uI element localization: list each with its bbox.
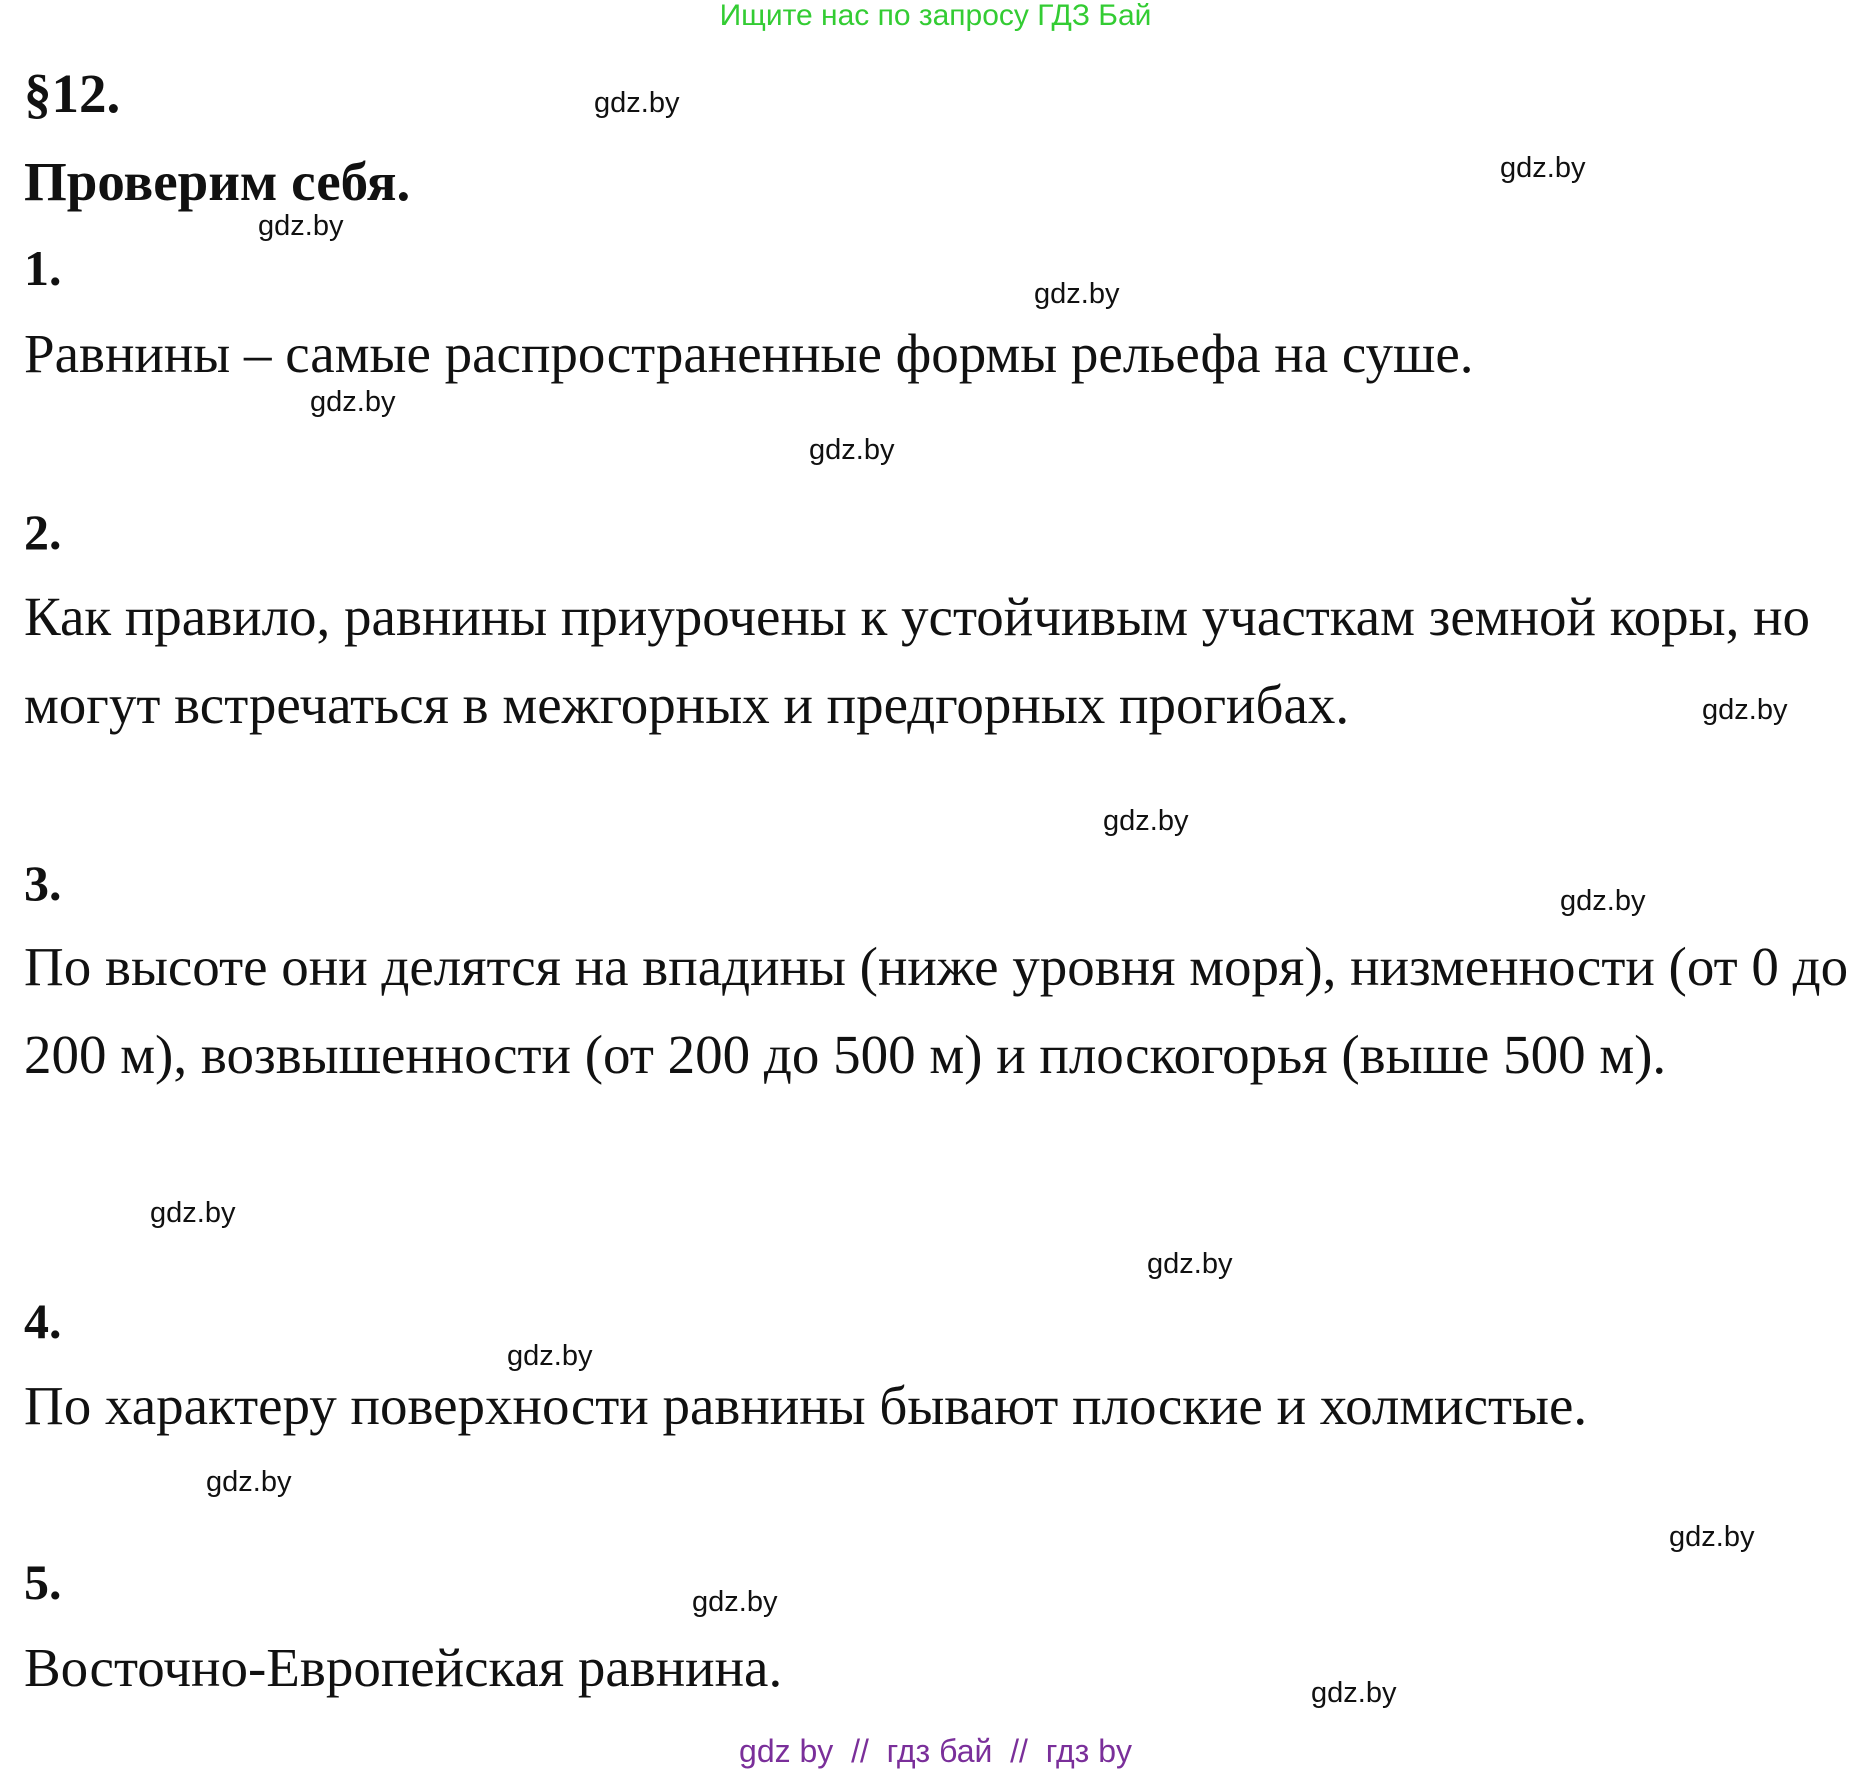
item-number: 1. — [24, 240, 62, 296]
watermark: gdz.by — [206, 1466, 292, 1498]
watermark: gdz.by — [1702, 694, 1788, 726]
watermark: gdz.by — [594, 87, 680, 119]
watermark: gdz.by — [1034, 278, 1120, 310]
watermark: gdz.by — [1669, 1521, 1755, 1553]
watermark: gdz.by — [692, 1586, 778, 1618]
watermark: gdz.by — [1103, 805, 1189, 837]
section-subtitle: Проверим себя. — [24, 151, 411, 212]
item-answer: Равнины – самые распространенные формы рельефа на суше. — [24, 323, 1474, 384]
watermark: gdz.by — [1147, 1248, 1233, 1280]
watermark: gdz.by — [1500, 152, 1586, 184]
watermark: gdz.by — [1560, 885, 1646, 917]
item-answer: По характеру поверхности равнины бывают плоские и холмистые. — [24, 1375, 1588, 1436]
item-number: 3. — [24, 855, 62, 911]
item-number: 5. — [24, 1554, 62, 1610]
watermark: gdz.by — [507, 1340, 593, 1372]
watermark: gdz.by — [310, 386, 396, 418]
section-number: §12. — [24, 63, 121, 124]
item-number: 2. — [24, 504, 62, 560]
item-answer: По высоте они делятся на впадины (ниже уровня моря), низменности (от 0 до 200 м), возвышенности (от 200 до 500 м) и плоскогорья (выше 500 м). — [24, 936, 1849, 1085]
watermark: gdz.by — [258, 210, 344, 242]
item-answer: Восточно-Европейская равнина. — [24, 1637, 783, 1698]
item-answer: Как правило, равнины приурочены к устойчивым участкам земной коры, но могут встречаться в межгорных и предгорных прогибах. — [24, 586, 1811, 735]
watermark: gdz.by — [1311, 1677, 1397, 1709]
search-banner: Ищите нас по запросу ГДЗ Бай — [719, 0, 1152, 32]
watermark: gdz.by — [809, 434, 895, 466]
item-number: 4. — [24, 1293, 62, 1349]
watermark: gdz.by — [150, 1197, 236, 1229]
footer-watermark: gdz by // гдз бай // гдз by — [739, 1733, 1132, 1769]
